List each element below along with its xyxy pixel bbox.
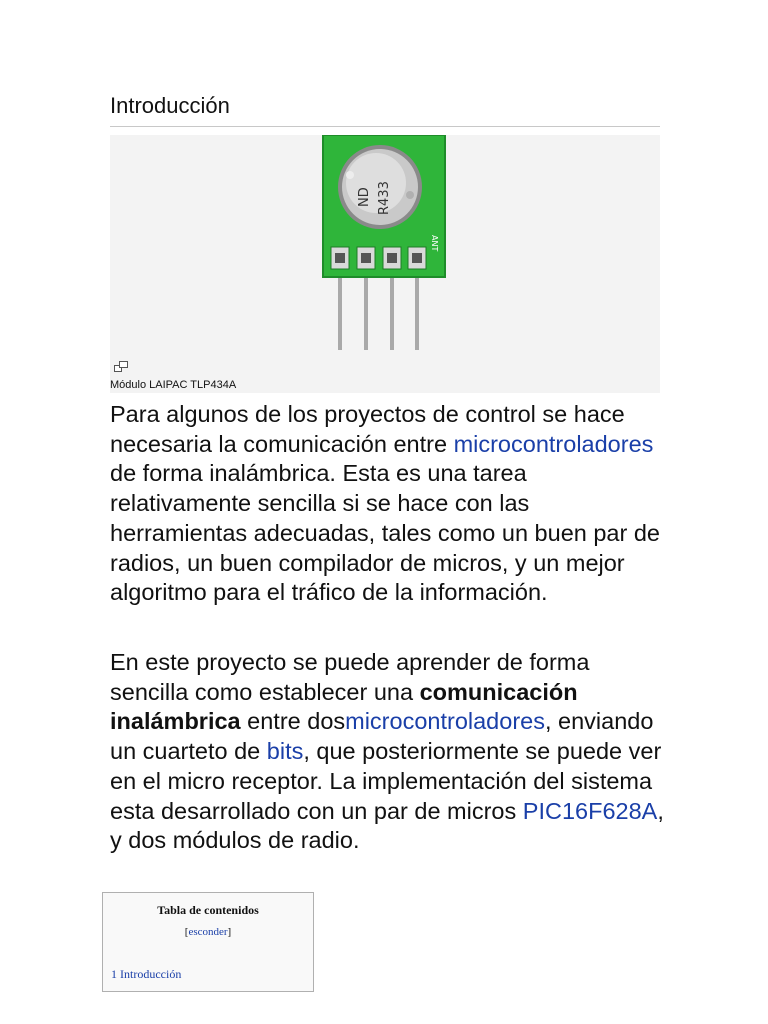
paragraph-1-text-b: de forma inalámbrica. Esta es una tarea relativamente sencilla si se hace con las herramientas adecuadas, tales como un buen par de radios, un buen compilador de micros, y un mejor algoritmo para el tráfico de la información. <box>110 460 660 606</box>
paragraph-2-text-d: , que posteriormente se puede ver en el micro receptor. La implementación del sistema esta desarrollado con un par de micros <box>110 738 662 824</box>
paragraph-2-text-e: , y dos módulos de radio. <box>110 797 664 854</box>
paragraph-2 <box>110 648 670 856</box>
link-microcontroladores-2[interactable]: microcontroladores <box>345 708 545 735</box>
section-heading: Introducción <box>110 92 660 127</box>
toc-bracket-open: [ <box>184 926 189 938</box>
board-label: ANT <box>430 235 439 252</box>
enlarge-icon[interactable] <box>114 361 128 373</box>
paragraph-2-bold: comunicación inalámbrica <box>110 678 578 735</box>
paragraph-2-text-b: entre dos <box>240 708 346 735</box>
chip-label-1: ND <box>357 187 372 207</box>
toc-bracket-close: ] <box>227 926 232 938</box>
link-pic16f628a[interactable]: PIC16F628A <box>522 797 658 824</box>
figure-rf-module <box>110 135 660 393</box>
paragraph-1-text-a: Para algunos de los proyectos de control se hace necesaria la comunicación entre <box>110 401 625 457</box>
link-microcontroladores[interactable]: microcontroladores <box>453 430 654 457</box>
paragraph-2-text-a: En este proyecto se puede aprender de forma sencilla como establecer una <box>110 649 590 705</box>
paragraph-1 <box>110 400 670 608</box>
toc-item-introduccion[interactable]: 1 Introducción <box>111 967 182 981</box>
chip-label-2: R433 <box>377 181 392 215</box>
toc-hide-control <box>103 926 313 938</box>
table-of-contents <box>102 892 314 992</box>
paragraph-2-text-c: , enviando un cuarteto de <box>110 708 654 765</box>
link-bits[interactable]: bits <box>266 738 304 765</box>
toc-title: Tabla de contenidos <box>157 903 259 917</box>
rf-module-photo[interactable] <box>320 135 450 360</box>
toc-hide-link[interactable]: esconder <box>188 926 228 938</box>
figure-caption: Módulo LAIPAC TLP434A <box>110 379 237 391</box>
